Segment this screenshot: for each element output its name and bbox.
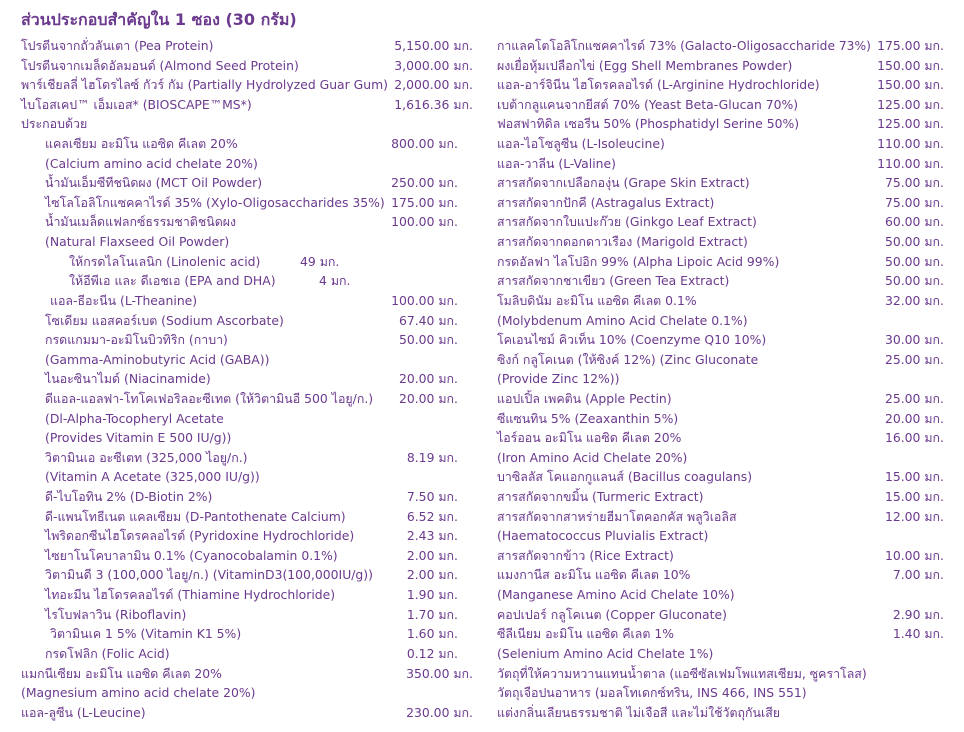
ingredient-name: วัตถุที่ให้ความหวานแทนน้ำตาล (แอซีซัลเฟมโพแทสเซียม, ซูคราโลส) <box>497 665 867 681</box>
ingredient-name: โมลิบดินัม อะมิโน แอซิด คีเลต 0.1% <box>497 292 697 308</box>
ingredient-name: โคเอนไซม์ คิวเท็น 10% (Coenzyme Q10 10%) <box>497 332 767 348</box>
ingredient-row <box>21 664 481 684</box>
ingredient-row <box>21 232 481 252</box>
ingredient-name: (Dl-Alpha-Tocopheryl Acetate <box>45 410 224 426</box>
ingredient-row <box>497 467 957 487</box>
ingredient-amount: 50.00 มก. <box>398 332 458 348</box>
ingredient-name: โปรตีนจากถั่วลันเตา (Pea Protein) <box>21 38 214 53</box>
ingredient-name: แมกนีเซียม อะมิโน แอซิด คีเลต 20% <box>21 665 222 681</box>
ingredient-name: วัตถุเจือปนอาหาร (มอลโทเดกซ์ทริน, INS 466, INS 551) <box>497 685 807 701</box>
ingredient-name: แมงกานีส อะมิโน แอซิด คีเลต 10% <box>497 567 691 583</box>
ingredient-name: (Calcium amino acid chelate 20%) <box>45 155 258 171</box>
ingredient-row <box>497 291 957 311</box>
ingredient-row <box>497 624 957 644</box>
ingredient-name: (Provides Vitamin E 500 IU/g)) <box>45 430 232 446</box>
ingredient-row <box>497 311 957 331</box>
ingredient-row <box>21 154 481 174</box>
ingredient-row <box>21 291 481 311</box>
ingredient-row <box>497 369 957 389</box>
ingredient-row <box>21 467 481 487</box>
ingredient-row <box>497 56 957 76</box>
ingredient-row <box>21 487 481 507</box>
ingredient-row <box>21 389 481 409</box>
ingredient-name: (Molybdenum Amino Acid Chelate 0.1%) <box>497 312 748 328</box>
ingredient-name: สารสกัดจากสาหร่ายฮีมาโตคอกคัส พลูวิเอลิส <box>497 508 737 524</box>
ingredient-row <box>21 369 481 389</box>
ingredient-row <box>497 252 957 272</box>
ingredient-row <box>497 703 957 723</box>
ingredient-amount: 125.00 มก. <box>877 116 944 132</box>
ingredient-name: สารสกัดจากปักคี (Astragalus Extract) <box>497 194 715 210</box>
ingredient-row <box>497 428 957 448</box>
ingredient-row <box>497 95 957 115</box>
ingredient-name: (Iron Amino Acid Chelate 20%) <box>497 449 688 465</box>
ingredient-row <box>21 134 481 154</box>
ingredient-amount: 30.00 มก. <box>884 332 944 348</box>
ingredient-name: แอล-ธีอะนีน (L-Theanine) <box>50 292 198 308</box>
ingredient-amount: 75.00 มก. <box>884 175 944 191</box>
ingredient-row <box>21 75 481 95</box>
ingredient-name: น้ำมันเมล็ดแฟลกซ์ธรรมชาติชนิดผง <box>45 214 237 230</box>
ingredient-name: โซเดียม แอสคอร์เบต (Sodium Ascorbate) <box>45 312 284 328</box>
ingredient-name: ซีแซนทิน 5% (Zeaxanthin 5%) <box>497 410 679 426</box>
ingredient-row <box>497 507 957 527</box>
ingredient-amount: 7.50 มก. <box>406 489 458 505</box>
ingredient-row <box>21 95 481 115</box>
ingredient-name: แอล-วาลีน (L-Valine) <box>497 155 616 171</box>
ingredient-row <box>21 507 481 527</box>
ingredient-amount: 15.00 มก. <box>884 469 944 485</box>
ingredient-amount: 2.43 มก. <box>406 528 458 544</box>
ingredient-row <box>497 585 957 605</box>
ingredient-row <box>21 311 481 331</box>
ingredient-name: คอปเปอร์ กลูโคเนต (Copper Gluconate) <box>497 606 727 622</box>
ingredient-row <box>497 644 957 664</box>
ingredient-name: วิตามินเอ อะซีเตท (325,000 ไอยู/ก.) <box>45 449 248 465</box>
ingredient-amount: 110.00 มก. <box>877 155 944 171</box>
ingredient-amount: 75.00 มก. <box>884 194 944 210</box>
ingredient-amount: 125.00 มก. <box>877 96 944 112</box>
ingredient-row <box>497 526 957 546</box>
ingredient-row <box>21 683 481 703</box>
ingredient-amount: 50.00 มก. <box>884 253 944 269</box>
ingredient-amount: 100.00 มก. <box>391 292 458 308</box>
ingredient-name: กรดแกมมา-อะมิโนบิวทิริก (กาบา) <box>45 332 228 348</box>
ingredient-row <box>497 114 957 134</box>
ingredient-amount: 5,150.00 มก. <box>394 38 473 53</box>
ingredient-name: พาร์เชียลลี่ ไฮโดรไลซ์ กัวร์ กัม (Partially Hydrolyzed Guar Gum) <box>21 77 388 93</box>
ingredient-name: ผงเยื่อหุ้มเปลือกไข่ (Egg Shell Membranes Powder) <box>497 57 793 73</box>
ingredient-name: ซีลีเนียม อะมิโน แอซิด คีเลต 1% <box>497 626 674 642</box>
ingredient-row <box>21 565 481 585</box>
ingredient-row <box>21 428 481 448</box>
ingredient-row <box>497 173 957 193</box>
ingredient-row <box>497 389 957 409</box>
ingredient-row <box>21 526 481 546</box>
ingredient-amount: 15.00 มก. <box>884 489 944 505</box>
ingredient-amount: 20.00 มก. <box>398 371 458 387</box>
ingredient-name: (Natural Flaxseed Oil Powder) <box>45 234 230 250</box>
ingredient-amount: 1.90 มก. <box>406 587 458 603</box>
ingredient-name: ดี-ไบโอทิน 2% (D-Biotin 2%) <box>45 489 213 505</box>
ingredient-amount: 25.00 มก. <box>884 390 944 406</box>
ingredient-amount: 50.00 มก. <box>884 234 944 250</box>
ingredient-row <box>21 585 481 605</box>
ingredient-row <box>497 448 957 468</box>
ingredient-name: ไซยาโนโคบาลามิน 0.1% (Cyanocobalamin 0.1%) <box>45 547 338 563</box>
ingredient-row <box>21 546 481 566</box>
ingredient-row <box>21 36 481 56</box>
ingredient-amount: 0.12 มก. <box>406 645 458 661</box>
ingredient-row <box>21 252 481 272</box>
ingredient-name: เบต้ากลูแคนจากยีสต์ 70% (Yeast Beta-Glucan 70%) <box>497 96 799 112</box>
ingredient-row <box>497 350 957 370</box>
ingredient-name: บาซิลลัส โคแอกกูแลนส์ (Bacillus coagulans) <box>497 469 753 485</box>
ingredient-amount: 350.00 มก. <box>406 665 473 681</box>
ingredient-name: ให้อีพีเอ และ ดีเอชเอ (EPA and DHA) <box>69 273 276 289</box>
ingredient-name: ประกอบด้วย <box>21 116 88 132</box>
ingredient-amount: 150.00 มก. <box>877 57 944 73</box>
ingredient-amount: 3,000.00 มก. <box>394 57 473 73</box>
ingredient-row <box>21 114 481 134</box>
ingredient-amount: 60.00 มก. <box>884 214 944 230</box>
ingredient-name: สารสกัดจากใบแปะก๊วย (Ginkgo Leaf Extract) <box>497 214 757 230</box>
ingredient-name: กรดอัลฟา ไลโปอิก 99% (Alpha Lipoic Acid 99%) <box>497 253 780 269</box>
ingredient-name: สารสกัดจากขมิ้น (Turmeric Extract) <box>497 489 704 505</box>
ingredient-amount: 32.00 มก. <box>884 292 944 308</box>
ingredient-name: (Manganese Amino Acid Chelate 10%) <box>497 587 735 603</box>
ingredient-amount: 16.00 มก. <box>884 430 944 446</box>
ingredient-amount: 800.00 มก. <box>391 136 458 152</box>
ingredient-row <box>497 664 957 684</box>
ingredient-amount: 250.00 มก. <box>391 175 458 191</box>
ingredient-row <box>497 193 957 213</box>
ingredient-row <box>497 487 957 507</box>
ingredient-amount: 2.00 มก. <box>406 547 458 563</box>
ingredient-row <box>497 36 957 56</box>
ingredient-row <box>497 409 957 429</box>
ingredient-name: (Magnesium amino acid chelate 20%) <box>21 685 256 701</box>
ingredient-name: แอล-ลูซีน (L-Leucine) <box>21 704 146 720</box>
ingredient-row <box>21 350 481 370</box>
ingredient-row <box>21 330 481 350</box>
ingredient-row <box>497 271 957 291</box>
ingredient-row <box>21 448 481 468</box>
ingredient-row <box>21 703 481 723</box>
ingredient-amount: 8.19 มก. <box>406 449 458 465</box>
ingredient-amount: 25.00 มก. <box>884 351 944 367</box>
ingredient-row <box>497 75 957 95</box>
ingredient-name: (Provide Zinc 12%)) <box>497 371 620 387</box>
ingredient-row <box>21 624 481 644</box>
ingredient-name: ไอร์ออน อะมิโน แอซิด คีเลต 20% <box>497 430 682 446</box>
ingredient-name: ซิงก์ กลูโคเนต (ให้ซิงค์ 12%) (Zinc Gluconate <box>497 351 759 367</box>
ingredient-name: (Haematococcus Pluvialis Extract) <box>497 528 709 544</box>
ingredient-name: แอล-ไอโซลูซีน (L-Isoleucine) <box>497 136 665 152</box>
ingredient-amount: 100.00 มก. <box>391 214 458 230</box>
ingredient-amount: 50.00 มก. <box>884 273 944 289</box>
ingredient-name: แอล-อาร์จินีน ไฮโดรคลอไรด์ (L-Arginine Hydrochloride) <box>497 77 820 93</box>
ingredient-row <box>497 565 957 585</box>
ingredient-amount: 20.00 มก. <box>884 410 944 426</box>
ingredient-amount: 1.40 มก. <box>892 626 944 642</box>
ingredient-amount: 67.40 มก. <box>398 312 458 328</box>
ingredient-name: ไนอะซินาไมด์ (Niacinamide) <box>45 371 211 387</box>
ingredient-name: (Selenium Amino Acid Chelate 1%) <box>497 645 714 661</box>
ingredient-row <box>497 232 957 252</box>
ingredient-name: (Vitamin A Acetate (325,000 IU/g)) <box>45 469 260 485</box>
ingredient-amount: 49 มก. <box>300 253 340 269</box>
ingredient-name: น้ำมันเอ็มซีทีชนิดผง (MCT Oil Powder) <box>45 175 263 191</box>
ingredient-row <box>21 409 481 429</box>
ingredient-amount: 6.52 มก. <box>406 508 458 524</box>
left-ingredient-column <box>21 36 481 722</box>
ingredient-name: วิตามินดี 3 (100,000 ไอยู/ก.) (VitaminD3(100,000IU/g)) <box>45 567 373 583</box>
ingredient-name: สารสกัดจากข้าว (Rice Extract) <box>497 547 674 563</box>
ingredient-row <box>497 546 957 566</box>
ingredient-amount: 2,000.00 มก. <box>394 77 473 93</box>
ingredient-row <box>21 271 481 291</box>
ingredient-amount: 2.90 มก. <box>892 606 944 622</box>
ingredient-row <box>21 644 481 664</box>
ingredient-name: ไพริดอกซีนไฮโดรคลอไรด์ (Pyridoxine Hydrochloride) <box>45 528 355 544</box>
ingredient-name: โปรตีนจากเมล็ดอัลมอนด์ (Almond Seed Protein) <box>21 57 299 73</box>
ingredient-amount: 4 มก. <box>319 273 351 289</box>
ingredient-row <box>21 605 481 625</box>
ingredient-row <box>497 154 957 174</box>
ingredient-name: ให้กรดไลโนเลนิก (Linolenic acid) <box>69 253 261 269</box>
ingredient-name: ฟอสฟาทิดิล เซอรีน 50% (Phosphatidyl Serine 50%) <box>497 116 800 132</box>
ingredient-row <box>21 193 481 213</box>
ingredient-amount: 10.00 มก. <box>884 547 944 563</box>
ingredient-row <box>497 683 957 703</box>
ingredient-row <box>21 173 481 193</box>
ingredient-amount: 2.00 มก. <box>406 567 458 583</box>
ingredient-amount: 7.00 มก. <box>892 567 944 583</box>
ingredient-amount: 12.00 มก. <box>884 508 944 524</box>
ingredient-amount: 150.00 มก. <box>877 77 944 93</box>
ingredient-amount: 20.00 มก. <box>398 390 458 406</box>
ingredient-amount: 1.70 มก. <box>406 606 458 622</box>
ingredient-name: สารสกัดจากดอกดาวเรือง (Marigold Extract) <box>497 234 748 250</box>
ingredient-amount: 1.60 มก. <box>406 626 458 642</box>
ingredient-name: แคลเซียม อะมิโน แอซิด คีเลต 20% <box>45 136 238 152</box>
ingredient-name: ดี-แพนโทธีเนต แคลเซียม (D-Pantothenate Calcium) <box>45 508 346 524</box>
ingredient-amount: 1,616.36 มก. <box>394 96 473 112</box>
ingredient-row <box>497 605 957 625</box>
ingredient-row <box>497 134 957 154</box>
ingredient-name: ไรโบฟลาวิน (Riboflavin) <box>45 606 187 622</box>
ingredient-name: วิตามินเค 1 5% (Vitamin K1 5%) <box>50 626 242 642</box>
right-ingredient-column <box>497 36 957 722</box>
ingredient-name: แต่งกลิ่นเลียนธรรมชาติ ไม่เจือสี และไม่ใช้วัตถุกันเสีย <box>497 704 781 720</box>
ingredient-name: ไซโลโอลิโกแซคคาไรด์ 35% (Xylo-Oligosaccharides 35%) <box>45 194 385 210</box>
ingredient-name: ดีแอล-แอลฟา-โทโคเฟอริลอะซีเทต (ให้วิตามินอี 500 ไอยู/ก.) <box>45 390 374 406</box>
ingredient-name: แอปเปิ้ล เพคติน (Apple Pectin) <box>497 390 672 406</box>
ingredient-row <box>497 212 957 232</box>
ingredient-name: ไบโอสเคป™ เอ็มเอส* (BIOSCAPE™MS*) <box>21 96 252 112</box>
ingredient-row <box>21 212 481 232</box>
panel-title: ส่วนประกอบสำคัญใน 1 ซอง (30 กรัม) <box>21 10 297 29</box>
ingredient-amount: 230.00 มก. <box>406 704 473 720</box>
ingredient-row <box>497 330 957 350</box>
ingredient-amount: 175.00 มก. <box>391 194 458 210</box>
ingredient-name: กรดโฟลิก (Folic Acid) <box>45 645 170 661</box>
ingredient-name: ไทอะมีน ไฮโดรคลอไรด์ (Thiamine Hydrochloride) <box>45 587 336 603</box>
ingredient-name: กาแลคโตโอลิโกแซคคาไรด์ 73% (Galacto-Oligosaccharide 73%) <box>497 38 871 53</box>
ingredient-row <box>21 56 481 76</box>
ingredient-name: (Gamma-Aminobutyric Acid (GABA)) <box>45 351 270 367</box>
ingredient-amount: 110.00 มก. <box>877 136 944 152</box>
ingredient-name: สารสกัดจากชาเขียว (Green Tea Extract) <box>497 273 730 289</box>
ingredient-amount: 175.00 มก. <box>877 38 944 53</box>
ingredient-name: สารสกัดจากเปลือกองุ่น (Grape Skin Extract) <box>497 175 750 191</box>
